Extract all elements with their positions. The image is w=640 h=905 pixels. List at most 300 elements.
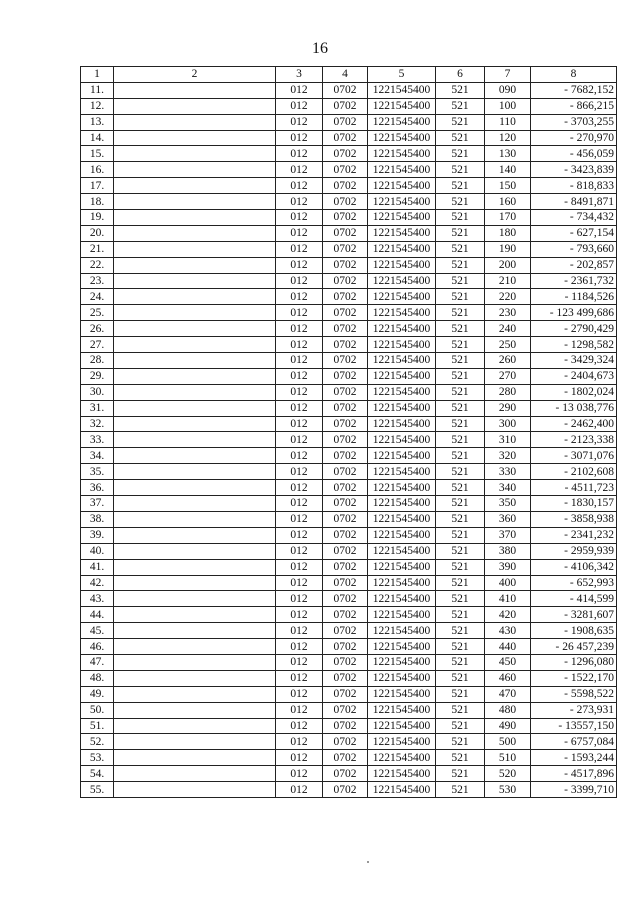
table-cell-col-1: 46. (81, 639, 114, 655)
table-cell-col-3: 012 (276, 241, 323, 257)
table-cell-col-6: 521 (436, 289, 485, 305)
table-cell-col-1: 28. (81, 353, 114, 369)
table-cell-col-4: 0702 (323, 289, 368, 305)
table-cell-col-1: 11. (81, 82, 114, 98)
table-row (81, 353, 617, 369)
header-cell-1: 1 (81, 67, 114, 83)
table-cell-col-7: 130 (485, 146, 531, 162)
table-cell-col-1: 38. (81, 511, 114, 527)
table-cell-col-1: 12. (81, 98, 114, 114)
table-cell-col-5: 1221545400 (368, 225, 436, 241)
table-cell-col-1: 22. (81, 257, 114, 273)
table-cell-col-7: 490 (485, 718, 531, 734)
table-cell-col-1: 40. (81, 543, 114, 559)
table-cell-col-8: - 3858,938 (531, 511, 617, 527)
table-row (81, 82, 617, 98)
table-cell-col-1: 52. (81, 734, 114, 750)
table-cell-col-1: 16. (81, 162, 114, 178)
table-cell-col-7: 110 (485, 114, 531, 130)
table-cell-col-1: 37. (81, 496, 114, 512)
table-cell-col-8: - 1522,170 (531, 670, 617, 686)
table-cell-col-7: 100 (485, 98, 531, 114)
table-cell-col-3: 012 (276, 384, 323, 400)
table-cell-col-5: 1221545400 (368, 305, 436, 321)
table-cell-col-6: 521 (436, 321, 485, 337)
table-cell-col-2 (114, 130, 276, 146)
table-row (81, 623, 617, 639)
table-cell-col-8: - 3399,710 (531, 782, 617, 798)
table-cell-col-4: 0702 (323, 543, 368, 559)
table-cell-col-4: 0702 (323, 384, 368, 400)
table-cell-col-5: 1221545400 (368, 480, 436, 496)
table-header (81, 67, 617, 83)
table-cell-col-7: 430 (485, 623, 531, 639)
table-cell-col-7: 170 (485, 210, 531, 226)
table-cell-col-4: 0702 (323, 305, 368, 321)
table-cell-col-8: - 414,599 (531, 591, 617, 607)
table-row (81, 480, 617, 496)
table-cell-col-2 (114, 194, 276, 210)
table-cell-col-7: 210 (485, 273, 531, 289)
table-cell-col-8: - 1296,080 (531, 654, 617, 670)
table-cell-col-3: 012 (276, 289, 323, 305)
table-cell-col-6: 521 (436, 416, 485, 432)
table-row (81, 734, 617, 750)
table-cell-col-8: - 3703,255 (531, 114, 617, 130)
table-cell-col-2 (114, 416, 276, 432)
table-cell-col-2 (114, 178, 276, 194)
table-cell-col-6: 521 (436, 623, 485, 639)
table-cell-col-3: 012 (276, 130, 323, 146)
table-row (81, 718, 617, 734)
table-cell-col-2 (114, 162, 276, 178)
table-cell-col-5: 1221545400 (368, 337, 436, 353)
table-row (81, 241, 617, 257)
table-cell-col-8: - 202,857 (531, 257, 617, 273)
table-cell-col-6: 521 (436, 670, 485, 686)
table-cell-col-2 (114, 670, 276, 686)
table-cell-col-8: - 456,059 (531, 146, 617, 162)
table-cell-col-3: 012 (276, 543, 323, 559)
table-cell-col-7: 340 (485, 480, 531, 496)
table-cell-col-1: 42. (81, 575, 114, 591)
table-cell-col-5: 1221545400 (368, 384, 436, 400)
table-cell-col-5: 1221545400 (368, 210, 436, 226)
table-cell-col-5: 1221545400 (368, 400, 436, 416)
table-cell-col-1: 41. (81, 559, 114, 575)
table-cell-col-1: 23. (81, 273, 114, 289)
table-cell-col-8: - 2462,400 (531, 416, 617, 432)
table-cell-col-7: 460 (485, 670, 531, 686)
table-cell-col-5: 1221545400 (368, 194, 436, 210)
table-cell-col-4: 0702 (323, 607, 368, 623)
table-cell-col-3: 012 (276, 591, 323, 607)
table-cell-col-7: 390 (485, 559, 531, 575)
table-cell-col-2 (114, 591, 276, 607)
table-cell-col-7: 310 (485, 432, 531, 448)
table-cell-col-4: 0702 (323, 639, 368, 655)
table-cell-col-8: - 26 457,239 (531, 639, 617, 655)
table-row (81, 384, 617, 400)
table-cell-col-1: 30. (81, 384, 114, 400)
table-row (81, 639, 617, 655)
header-cell-6: 6 (436, 67, 485, 83)
table-cell-col-4: 0702 (323, 98, 368, 114)
table-cell-col-5: 1221545400 (368, 543, 436, 559)
table-row (81, 210, 617, 226)
table-cell-col-4: 0702 (323, 654, 368, 670)
table-cell-col-2 (114, 353, 276, 369)
table-cell-col-5: 1221545400 (368, 368, 436, 384)
table-cell-col-3: 012 (276, 670, 323, 686)
table-cell-col-1: 24. (81, 289, 114, 305)
table-cell-col-2 (114, 225, 276, 241)
table-cell-col-7: 300 (485, 416, 531, 432)
table-cell-col-7: 420 (485, 607, 531, 623)
table-cell-col-4: 0702 (323, 241, 368, 257)
table-cell-col-4: 0702 (323, 416, 368, 432)
table-cell-col-5: 1221545400 (368, 607, 436, 623)
table-row (81, 766, 617, 782)
table-cell-col-2 (114, 241, 276, 257)
table-cell-col-4: 0702 (323, 273, 368, 289)
table-cell-col-6: 521 (436, 559, 485, 575)
table-cell-col-6: 521 (436, 702, 485, 718)
table-cell-col-6: 521 (436, 432, 485, 448)
table-cell-col-2 (114, 702, 276, 718)
table-row (81, 178, 617, 194)
table-cell-col-3: 012 (276, 400, 323, 416)
table-cell-col-5: 1221545400 (368, 734, 436, 750)
table-cell-col-4: 0702 (323, 734, 368, 750)
table-row (81, 114, 617, 130)
table-cell-col-8: - 2361,732 (531, 273, 617, 289)
table-cell-col-7: 510 (485, 750, 531, 766)
table-cell-col-1: 33. (81, 432, 114, 448)
table-cell-col-6: 521 (436, 782, 485, 798)
table-cell-col-3: 012 (276, 273, 323, 289)
table-cell-col-8: - 8491,871 (531, 194, 617, 210)
table-cell-col-2 (114, 82, 276, 98)
table-cell-col-4: 0702 (323, 146, 368, 162)
table-cell-col-5: 1221545400 (368, 496, 436, 512)
table-cell-col-1: 49. (81, 686, 114, 702)
table-cell-col-7: 190 (485, 241, 531, 257)
table-cell-col-5: 1221545400 (368, 82, 436, 98)
table-cell-col-8: - 3281,607 (531, 607, 617, 623)
table-cell-col-5: 1221545400 (368, 416, 436, 432)
table-cell-col-2 (114, 511, 276, 527)
table-cell-col-2 (114, 654, 276, 670)
table-cell-col-5: 1221545400 (368, 639, 436, 655)
table-cell-col-5: 1221545400 (368, 353, 436, 369)
table-cell-col-6: 521 (436, 591, 485, 607)
table-cell-col-8: - 1908,635 (531, 623, 617, 639)
table-cell-col-2 (114, 289, 276, 305)
table-body (81, 82, 617, 797)
table-cell-col-7: 230 (485, 305, 531, 321)
table-cell-col-5: 1221545400 (368, 321, 436, 337)
table-cell-col-5: 1221545400 (368, 273, 436, 289)
table-cell-col-3: 012 (276, 368, 323, 384)
table-cell-col-6: 521 (436, 257, 485, 273)
header-cell-4: 4 (323, 67, 368, 83)
table-cell-col-7: 370 (485, 527, 531, 543)
table-cell-col-1: 39. (81, 527, 114, 543)
table-cell-col-6: 521 (436, 766, 485, 782)
header-cell-7: 7 (485, 67, 531, 83)
table-cell-col-4: 0702 (323, 480, 368, 496)
table-cell-col-7: 410 (485, 591, 531, 607)
table-cell-col-3: 012 (276, 527, 323, 543)
table-cell-col-3: 012 (276, 639, 323, 655)
table-cell-col-4: 0702 (323, 496, 368, 512)
table-cell-col-8: - 866,215 (531, 98, 617, 114)
table-row (81, 321, 617, 337)
table-cell-col-5: 1221545400 (368, 114, 436, 130)
table-cell-col-3: 012 (276, 194, 323, 210)
table-cell-col-4: 0702 (323, 575, 368, 591)
table-cell-col-4: 0702 (323, 130, 368, 146)
table-cell-col-7: 250 (485, 337, 531, 353)
table-row (81, 464, 617, 480)
table-cell-col-2 (114, 321, 276, 337)
table-cell-col-1: 20. (81, 225, 114, 241)
table-cell-col-1: 26. (81, 321, 114, 337)
table-row (81, 225, 617, 241)
table-row (81, 575, 617, 591)
budget-table (80, 66, 617, 798)
table-cell-col-7: 380 (485, 543, 531, 559)
table-cell-col-4: 0702 (323, 400, 368, 416)
table-cell-col-3: 012 (276, 686, 323, 702)
table-cell-col-6: 521 (436, 511, 485, 527)
table-row (81, 162, 617, 178)
table-cell-col-6: 521 (436, 718, 485, 734)
table-cell-col-2 (114, 527, 276, 543)
table-cell-col-4: 0702 (323, 114, 368, 130)
table-cell-col-3: 012 (276, 210, 323, 226)
table-cell-col-1: 27. (81, 337, 114, 353)
table-cell-col-6: 521 (436, 639, 485, 655)
table-row (81, 686, 617, 702)
table-row (81, 448, 617, 464)
table-cell-col-8: - 2959,939 (531, 543, 617, 559)
table-row (81, 654, 617, 670)
table-cell-col-3: 012 (276, 750, 323, 766)
table-cell-col-6: 521 (436, 241, 485, 257)
table-cell-col-5: 1221545400 (368, 178, 436, 194)
table-cell-col-6: 521 (436, 178, 485, 194)
table-cell-col-5: 1221545400 (368, 750, 436, 766)
table-cell-col-1: 21. (81, 241, 114, 257)
table-cell-col-8: - 2102,608 (531, 464, 617, 480)
table-cell-col-8: - 13 038,776 (531, 400, 617, 416)
table-cell-col-5: 1221545400 (368, 511, 436, 527)
table-cell-col-7: 290 (485, 400, 531, 416)
table-cell-col-6: 521 (436, 734, 485, 750)
table-cell-col-6: 521 (436, 130, 485, 146)
table-cell-col-1: 35. (81, 464, 114, 480)
table-cell-col-7: 360 (485, 511, 531, 527)
table-cell-col-2 (114, 368, 276, 384)
table-cell-col-6: 521 (436, 162, 485, 178)
table-cell-col-8: - 6757,084 (531, 734, 617, 750)
table-cell-col-6: 521 (436, 305, 485, 321)
table-cell-col-2 (114, 766, 276, 782)
table-cell-col-5: 1221545400 (368, 130, 436, 146)
table-cell-col-4: 0702 (323, 702, 368, 718)
table-cell-col-7: 140 (485, 162, 531, 178)
table-cell-col-6: 521 (436, 368, 485, 384)
table-cell-col-6: 521 (436, 543, 485, 559)
table-cell-col-2 (114, 686, 276, 702)
table-cell-col-6: 521 (436, 575, 485, 591)
table-cell-col-7: 480 (485, 702, 531, 718)
table-cell-col-2 (114, 782, 276, 798)
table-cell-col-7: 120 (485, 130, 531, 146)
table-cell-col-6: 521 (436, 464, 485, 480)
table-cell-col-4: 0702 (323, 194, 368, 210)
table-cell-col-5: 1221545400 (368, 289, 436, 305)
table-cell-col-8: - 1830,157 (531, 496, 617, 512)
table-cell-col-8: - 3429,324 (531, 353, 617, 369)
table-cell-col-1: 32. (81, 416, 114, 432)
table-cell-col-4: 0702 (323, 686, 368, 702)
table-cell-col-4: 0702 (323, 162, 368, 178)
table-row (81, 130, 617, 146)
table-cell-col-3: 012 (276, 607, 323, 623)
header-row (81, 67, 617, 83)
table-row (81, 670, 617, 686)
table-cell-col-3: 012 (276, 305, 323, 321)
table-cell-col-2 (114, 464, 276, 480)
table-cell-col-2 (114, 273, 276, 289)
table-cell-col-1: 47. (81, 654, 114, 670)
table-cell-col-3: 012 (276, 496, 323, 512)
table-cell-col-6: 521 (436, 273, 485, 289)
table-cell-col-6: 521 (436, 210, 485, 226)
table-cell-col-8: - 4517,896 (531, 766, 617, 782)
table-cell-col-6: 521 (436, 480, 485, 496)
table-cell-col-1: 31. (81, 400, 114, 416)
table-cell-col-1: 45. (81, 623, 114, 639)
table-cell-col-3: 012 (276, 559, 323, 575)
table-cell-col-4: 0702 (323, 591, 368, 607)
table-cell-col-5: 1221545400 (368, 718, 436, 734)
table-cell-col-3: 012 (276, 82, 323, 98)
table-row (81, 702, 617, 718)
table-cell-col-2 (114, 623, 276, 639)
table-cell-col-8: - 4106,342 (531, 559, 617, 575)
table-cell-col-7: 350 (485, 496, 531, 512)
table-cell-col-7: 150 (485, 178, 531, 194)
table-cell-col-4: 0702 (323, 178, 368, 194)
table-cell-col-4: 0702 (323, 670, 368, 686)
table-cell-col-3: 012 (276, 353, 323, 369)
table-cell-col-2 (114, 114, 276, 130)
table-cell-col-4: 0702 (323, 257, 368, 273)
table-cell-col-3: 012 (276, 321, 323, 337)
table-cell-col-8: - 2790,429 (531, 321, 617, 337)
table-cell-col-7: 450 (485, 654, 531, 670)
table-cell-col-4: 0702 (323, 782, 368, 798)
table-cell-col-7: 160 (485, 194, 531, 210)
table-cell-col-3: 012 (276, 511, 323, 527)
table-row (81, 337, 617, 353)
table-cell-col-6: 521 (436, 686, 485, 702)
table-cell-col-5: 1221545400 (368, 702, 436, 718)
table-cell-col-2 (114, 210, 276, 226)
table-row (81, 782, 617, 798)
table-row (81, 543, 617, 559)
table-cell-col-2 (114, 448, 276, 464)
table-cell-col-8: - 3423,839 (531, 162, 617, 178)
header-cell-3: 3 (276, 67, 323, 83)
table-cell-col-5: 1221545400 (368, 257, 436, 273)
table-cell-col-7: 530 (485, 782, 531, 798)
table-cell-col-8: - 2341,232 (531, 527, 617, 543)
table-cell-col-4: 0702 (323, 321, 368, 337)
table-cell-col-3: 012 (276, 432, 323, 448)
table-row (81, 368, 617, 384)
table-cell-col-2 (114, 480, 276, 496)
table-cell-col-8: - 13557,150 (531, 718, 617, 734)
table-cell-col-5: 1221545400 (368, 686, 436, 702)
table-cell-col-6: 521 (436, 384, 485, 400)
table-cell-col-4: 0702 (323, 368, 368, 384)
table-row (81, 496, 617, 512)
table-cell-col-4: 0702 (323, 766, 368, 782)
table-cell-col-8: - 1802,024 (531, 384, 617, 400)
table-cell-col-1: 25. (81, 305, 114, 321)
table-cell-col-7: 260 (485, 353, 531, 369)
table-cell-col-6: 521 (436, 114, 485, 130)
table-cell-col-6: 521 (436, 337, 485, 353)
table-cell-col-3: 012 (276, 734, 323, 750)
table-cell-col-1: 19. (81, 210, 114, 226)
table-cell-col-5: 1221545400 (368, 98, 436, 114)
table-cell-col-1: 51. (81, 718, 114, 734)
table-cell-col-5: 1221545400 (368, 448, 436, 464)
table-cell-col-3: 012 (276, 257, 323, 273)
table-cell-col-5: 1221545400 (368, 782, 436, 798)
table-cell-col-3: 012 (276, 464, 323, 480)
table-row (81, 432, 617, 448)
table-cell-col-8: - 3071,076 (531, 448, 617, 464)
table-cell-col-6: 521 (436, 750, 485, 766)
table-cell-col-7: 090 (485, 82, 531, 98)
table-cell-col-5: 1221545400 (368, 591, 436, 607)
table-row (81, 607, 617, 623)
table-cell-col-6: 521 (436, 353, 485, 369)
table-cell-col-4: 0702 (323, 527, 368, 543)
table-cell-col-3: 012 (276, 766, 323, 782)
table-cell-col-6: 521 (436, 496, 485, 512)
table-cell-col-4: 0702 (323, 448, 368, 464)
table-cell-col-8: - 2404,673 (531, 368, 617, 384)
table-cell-col-3: 012 (276, 448, 323, 464)
table-cell-col-7: 220 (485, 289, 531, 305)
table-cell-col-7: 280 (485, 384, 531, 400)
table-cell-col-7: 200 (485, 257, 531, 273)
table-cell-col-5: 1221545400 (368, 464, 436, 480)
table-cell-col-3: 012 (276, 654, 323, 670)
table-row (81, 257, 617, 273)
table-cell-col-2 (114, 146, 276, 162)
table-cell-col-6: 521 (436, 607, 485, 623)
table-cell-col-7: 180 (485, 225, 531, 241)
